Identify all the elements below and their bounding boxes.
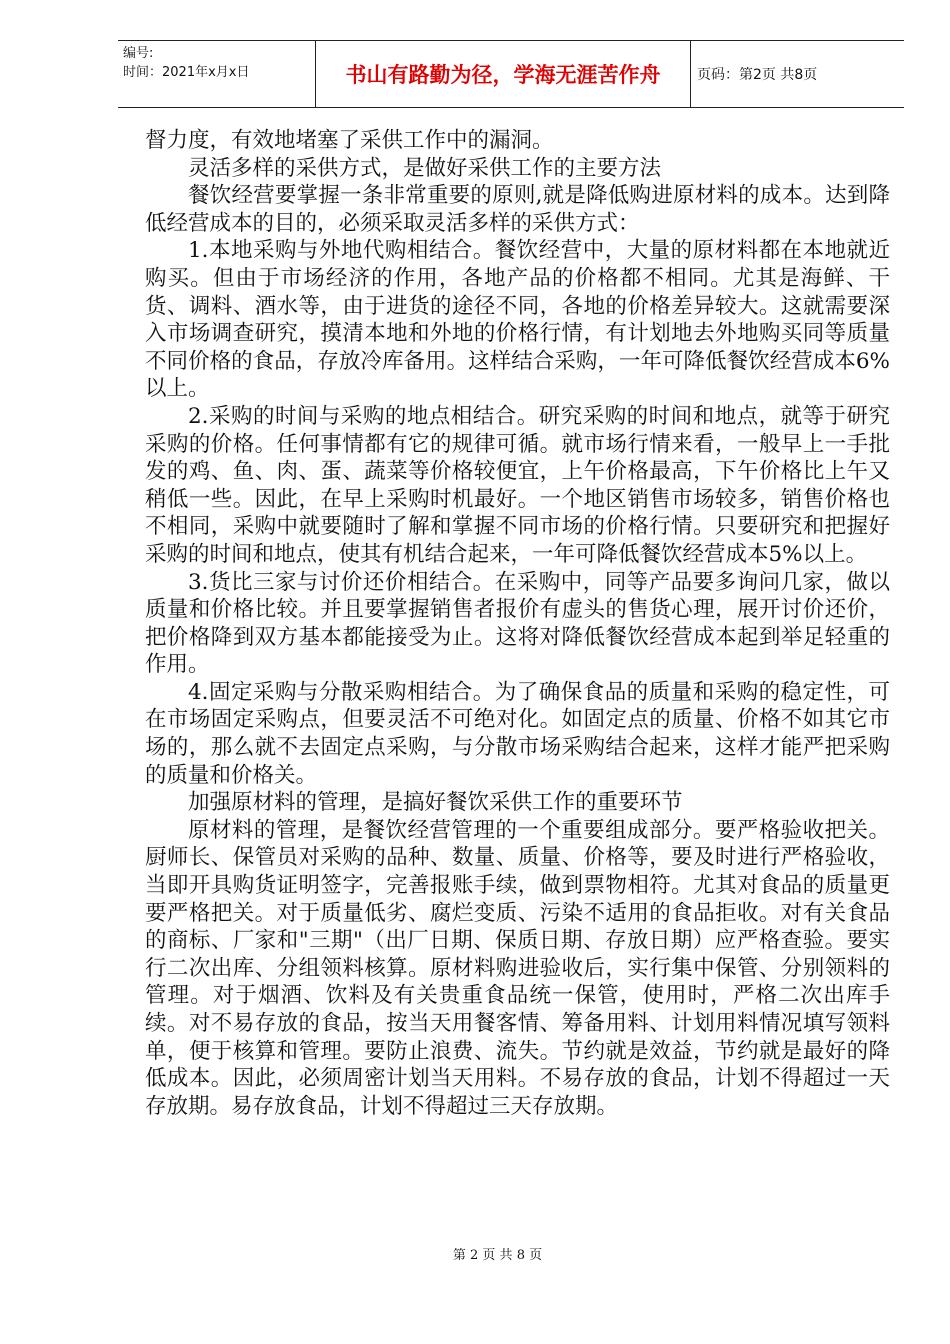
- list-item: 1.本地采购与外地代购相结合。餐饮经营中，大量的原材料都在本地就近购买。但由于市场经济的作用，各地产品的价格都不相同。尤其是海鲜、干货、调料、酒水等，由于进货的途径不同，各地的价格差异较大。这就需要深入市场调查研究，摸清本地和外地的价格行情，有计划地去外地购买同等质量不同价格的食品，存放冷库备用。这样结合采购，一年可降低餐饮经营成本6%以上。: [145, 238, 890, 402]
- section-heading: 加强原材料的管理，是搞好餐饮采供工作的重要环节: [188, 790, 683, 816]
- document-number-label: 编号:: [123, 46, 154, 61]
- section-heading: 灵活多样的采供方式，是做好采供工作的主要方法: [188, 155, 662, 181]
- list-item: 4.固定采购与分散采购相结合。为了确保食品的质量和采购的稳定性，可在市场固定采购点，但要灵活不可绝对化。如固定点的质量、价格不如其它市场的，那么就不去固定点采购，与分散市场采购结合起来，这样才能严把采购的质量和价格关。: [145, 679, 890, 788]
- paragraph: 督力度，有效地堵塞了采供工作中的漏洞。: [145, 128, 554, 153]
- document-time-label: 时间：2021年x月x日: [123, 65, 250, 80]
- header-page-number: 页码：第2页 共8页: [697, 67, 818, 83]
- paragraph: 餐饮经营要掌握一条非常重要的原则,就是降低购进原材料的成本。达到降低经营成本的目的，必须采取灵活多样的采供方式：: [145, 183, 890, 236]
- document-body: [145, 127, 890, 1120]
- header-meta: [118, 41, 315, 107]
- list-item: 2.采购的时间与采购的地点相结合。研究采购的时间和地点，就等于研究采购的价格。任何事情都有它的规律可循。就市场行情来看，一般早上一手批发的鸡、鱼、肉、蛋、蔬菜等价格较便宜，上午价格最高，下午价格比上午又稍低一些。因此，在早上采购时机最好。一个地区销售市场较多，销售价格也不相同，采购中就要随时了解和掌握不同市场的价格行情。只要研究和把握好采购的时间和地点，使其有机结合起来，一年可降低餐饮经营成本5%以上。: [145, 403, 890, 567]
- page-header: [118, 40, 904, 108]
- paragraph: 原材料的管理，是餐饮经营管理的一个重要组成部分。要严格验收把关。厨师长、保管员对采购的品种、数量、质量、价格等，要及时进行严格验收，当即开具购货证明签字，完善报账手续，做到票物相符。尤其对食品的质量更要严格把关。对于质量低劣、腐烂变质、污染不适用的食品拒收。对有关食品的商标、厂家和"三期"（出厂日期、保质日期、存放日期）应严格查验。要实行二次出库、分组领料核算。原材料购进验收后，实行集中保管、分别领料的管理。对于烟酒、饮料及有关贵重食品统一保管，使用时，严格二次出库手续。对不易存放的食品，按当天用餐客情、筹备用料、计划用料情况填写领料单，便于核算和管理。要防止浪费、流失。节约就是效益，节约就是最好的降低成本。因此，必须周密计划当天用料。不易存放的食品，计划不得超过一天存放期。易存放食品，计划不得超过三天存放期。: [145, 817, 890, 1119]
- list-item: 3.货比三家与讨价还价相结合。在采购中，同等产品要多询问几家，做以质量和价格比较。并且要掌握销售者报价有虚头的售货心理，展开讨价还价，把价格降到双方基本都能接受为止。这将对降低餐饮经营成本起到举足轻重的作用。: [145, 569, 890, 678]
- page-footer: 第 2 页 共 8 页: [452, 1248, 543, 1263]
- header-motto: 书山有路勤为径，学海无涯苦作舟: [315, 41, 691, 107]
